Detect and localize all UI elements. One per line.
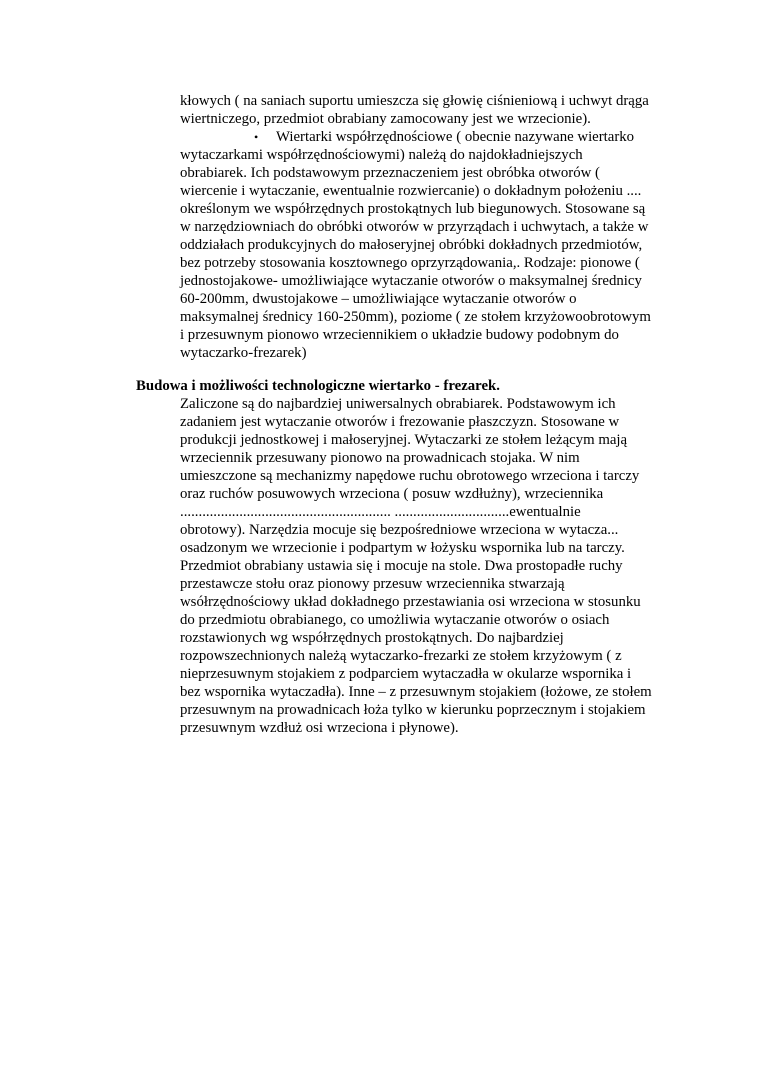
section-line: produkcji jednostkowej i małoseryjnej. Wytaczarki ze stołem leżącym mają bbox=[180, 432, 628, 448]
section-line: osadzonym we wrzecionie i podpartym w łożysku wspornika lub na tarczy. bbox=[180, 540, 625, 556]
bullet-line: maksymalnej średnicy 160-250mm), poziome ( ze stołem krzyżowoobrotowym bbox=[180, 309, 651, 325]
section-heading: Budowa i możliwości technologiczne wiertarko - frezarek. bbox=[136, 378, 500, 394]
section-line: Przedmiot obrabiany ustawia się i mocuje na stole. Dwa prostopadłe ruchy bbox=[180, 558, 623, 574]
bullet-line: wytaczarko-frezarek) bbox=[180, 345, 307, 361]
paragraph-line: kłowych ( na saniach suportu umieszcza się głowię ciśnieniową i uchwyt drąga bbox=[180, 93, 649, 109]
section-line: bez wspornika wytaczadła). Inne – z przesuwnym stojakiem (łożowe, ze stołem bbox=[180, 684, 652, 700]
bullet-line: określonym we współrzędnych prostokątnych lub biegunowych. Stosowane są bbox=[180, 201, 646, 217]
section-line: wrzeciennik przesuwany pionowo na prowadnicach stojaka. W nim bbox=[180, 450, 580, 466]
bullet-line: jednostojakowe- umożliwiające wytaczanie otworów o maksymalnej średnicy bbox=[180, 273, 642, 289]
bullet-line: w narzędziowniach do obróbki otworów w przyrządach i uchwytach, a także w bbox=[180, 219, 649, 235]
section-line: nieprzesuwnym stojakiem z podparciem wytaczadła w okularze wspornika i bbox=[180, 666, 632, 682]
bullet-line: bez potrzeby stosowania kosztownego oprzyrządowania,. Rodzaje: pionowe ( bbox=[180, 255, 640, 271]
bullet-line: wytaczarkami współrzędnościowymi) należą do najdokładniejszych bbox=[180, 147, 583, 163]
section-line: przesuwnym wzdłuż osi wrzeciona i płynowe). bbox=[180, 720, 459, 736]
section-line: wsółrzędnościowy układ dokładnego przestawiania osi wrzeciona w stosunku bbox=[180, 594, 641, 610]
section-line: przesuwnym na prowadnicach łoża tylko w kierunku poprzecznym i stojakiem bbox=[180, 702, 646, 718]
section-line: przestawcze stołu oraz pionowy przesuw wrzeciennika stwarzają bbox=[180, 576, 565, 592]
section-line: umieszczone są mechanizmy napędowe ruchu obrotowego wrzeciona i tarczy bbox=[180, 468, 640, 484]
section-line: rozstawionych wg współrzędnych prostokątnych. Do najbardziej bbox=[180, 630, 564, 646]
bullet-line: Wiertarki współrzędnościowe ( obecnie nazywane wiertarko bbox=[276, 129, 635, 145]
bullet-line: wiercenie i wytaczanie, ewentualnie rozwiercanie) o dokładnym położeniu .... bbox=[180, 183, 642, 199]
section-line: rozpowszechnionych należą wytaczarko-frezarki ze stołem krzyżowym ( z bbox=[180, 648, 622, 664]
paragraph-line: wiertniczego, przedmiot obrabiany zamocowany jest we wrzecionie). bbox=[180, 111, 591, 127]
section-line: ......................................................... ...............................ewentualnie bbox=[180, 504, 581, 520]
bullet-icon: • bbox=[254, 130, 259, 144]
bullet-line: i przesuwnym pionowo wrzeciennikiem o układzie budowy podobnym do bbox=[180, 327, 619, 343]
bullet-line: 60-200mm, dwustojakowe – umożliwiające wytaczanie otworów o bbox=[180, 291, 577, 307]
section-line: zadaniem jest wytaczanie otworów i frezowanie płaszczyzn. Stosowane w bbox=[180, 414, 620, 430]
section-line: oraz ruchów posuwowych wrzeciona ( posuw wzdłużny), wrzeciennika bbox=[180, 486, 604, 502]
bullet-line: oddziałach produkcyjnych do małoseryjnej obróbki dokładnych przedmiotów, bbox=[180, 237, 643, 253]
section-line: obrotowy). Narzędzia mocuje się bezpośredniowe wrzeciona w wytacza... bbox=[180, 522, 619, 538]
section-line: Zaliczone są do najbardziej uniwersalnych obrabiarek. Podstawowym ich bbox=[180, 396, 616, 412]
section-line: do przedmiotu obrabianego, co umożliwia wytaczanie otworów o osiach bbox=[180, 612, 610, 628]
bullet-line: obrabiarek. Ich podstawowym przeznaczeniem jest obróbka otworów ( bbox=[180, 165, 600, 181]
